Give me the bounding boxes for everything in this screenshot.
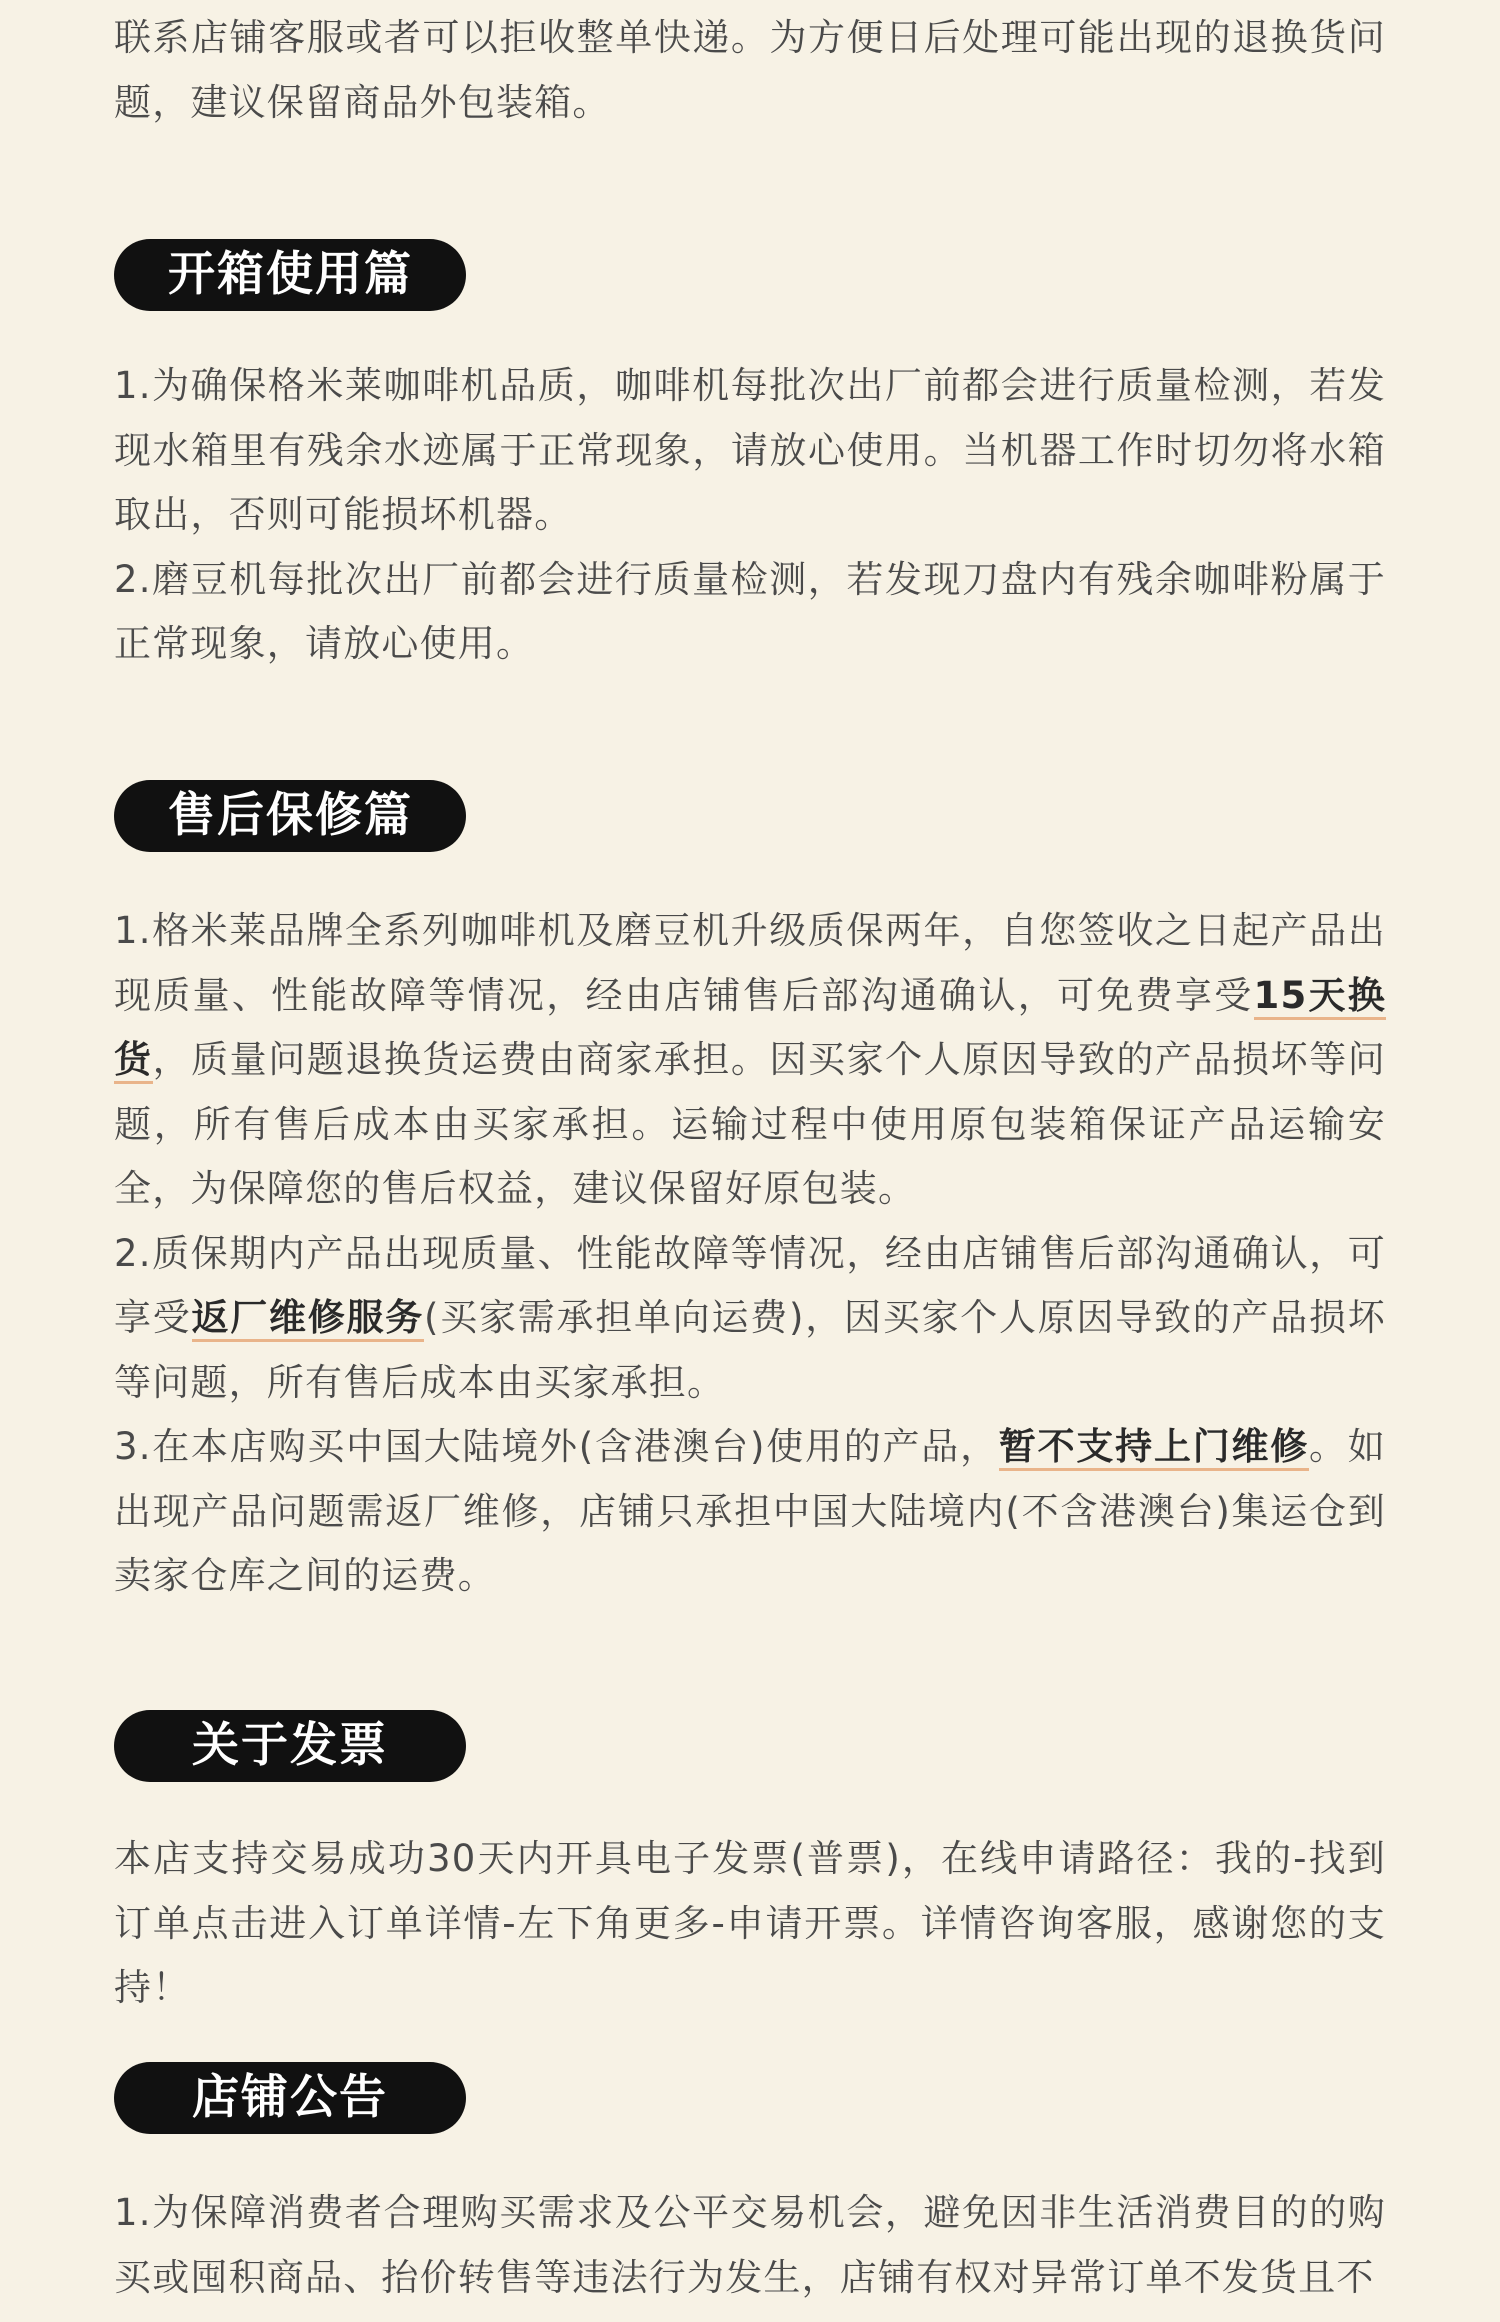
aftersales-item-2-text: 2.质保期内产品出现质量、性能故障等情况，经由店铺售后部沟通确认，可享受 (114, 1231, 1386, 1339)
exchange-15-days-highlight: 15天换货 (114, 974, 1386, 1085)
aftersales-item-3 (114, 1415, 1386, 1609)
intro-section (114, 6, 1386, 135)
unboxing-title-badge: 开箱使用篇 (114, 239, 466, 311)
aftersales-item-2 (114, 1222, 1386, 1416)
aftersales-item-3-rest: 。如出现产品问题需返厂维修，店铺只承担中国大陆境内(不含港澳台)集运仓到卖家仓库之间的运费。 (114, 1425, 1387, 1597)
aftersales-item-2-rest: (买家需承担单向运费)，因买家个人原因导致的产品损坏等问题，所有售后成本由买家承担。 (114, 1296, 1386, 1404)
unboxing-section (114, 239, 1386, 311)
aftersales-body (114, 899, 1386, 1609)
notice-title-badge: 店铺公告 (114, 2062, 466, 2134)
no-onsite-repair-highlight: 暂不支持上门维修 (999, 1425, 1309, 1471)
aftersales-item-1-text: 1.格米莱品牌全系列咖啡机及磨豆机升级质保两年，自您签收之日起产品出现质量、性能故障等情况，经由店铺售后部沟通确认，可免费享受 (114, 909, 1386, 1017)
invoice-section (114, 1710, 1386, 1782)
notice-body (114, 2181, 1386, 2310)
invoice-paragraph: 本店支持交易成功30天内开具电子发票(普票)，在线申请路径：我的-找到订单点击进入订单详情-左下角更多-申请开票。详情咨询客服，感谢您的支持！ (114, 1837, 1386, 2009)
aftersales-item-1 (114, 899, 1386, 1222)
aftersales-item-1-rest: ，质量问题退换货运费由商家承担。因买家个人原因导致的产品损坏等问题，所有售后成本由买家承担。运输过程中使用原包装箱保证产品运输安全，为保障您的售后权益，建议保留好原包装。 (114, 1038, 1386, 1210)
unboxing-body (114, 354, 1386, 677)
invoice-body (114, 1827, 1386, 2021)
intro-paragraph: 联系店铺客服或者可以拒收整单快递。为方便日后处理可能出现的退换货问题，建议保留商品外包装箱。 (114, 16, 1386, 124)
aftersales-title-badge: 售后保修篇 (114, 780, 466, 852)
notice-paragraph: 1.为保障消费者合理购买需求及公平交易机会，避免因非生活消费目的的购买或囤积商品、抬价转售等违法行为发生，店铺有权对异常订单不发货且不 (114, 2191, 1386, 2299)
aftersales-item-3-text: 3.在本店购买中国大陆境外(含港澳台)使用的产品， (114, 1425, 999, 1468)
unboxing-item-2: 2.磨豆机每批次出厂前都会进行质量检测，若发现刀盘内有残余咖啡粉属于正常现象，请放心使用。 (114, 557, 1386, 665)
notice-section (114, 2062, 1386, 2134)
invoice-title-badge: 关于发票 (114, 1710, 466, 1782)
unboxing-item-1: 1.为确保格米莱咖啡机品质，咖啡机每批次出厂前都会进行质量检测，若发现水箱里有残余水迹属于正常现象，请放心使用。当机器工作时切勿将水箱取出，否则可能损坏机器。 (114, 364, 1386, 536)
aftersales-section (114, 780, 1386, 852)
factory-repair-highlight: 返厂维修服务 (192, 1296, 425, 1342)
